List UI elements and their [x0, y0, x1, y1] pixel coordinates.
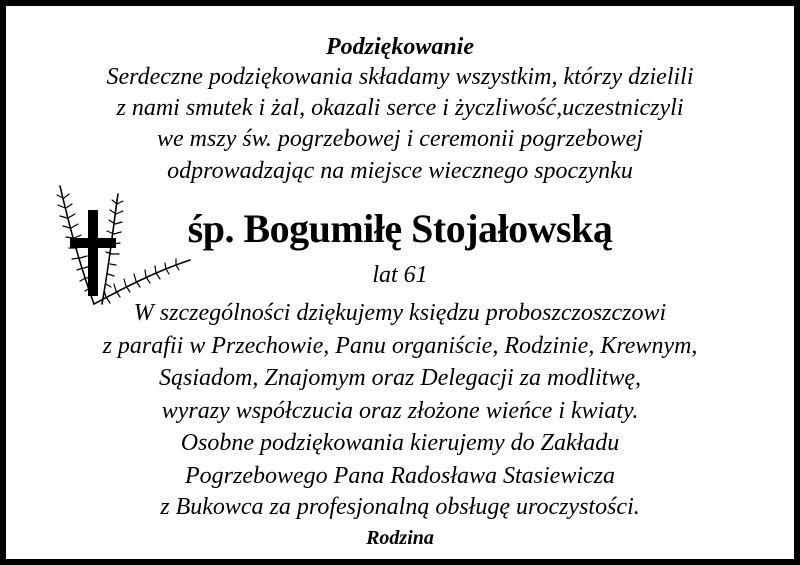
thanks-line-2: z parafii w Przechowie, Panu organiście, Rodzinie, Krewnym,: [102, 333, 698, 359]
thanks-line-1: W szczególności dziękujemy księdzu proboszczoszczowi: [133, 300, 667, 326]
intro-line-1: Serdeczne podziękowania składamy wszystkim, którzy dzielili: [106, 64, 694, 90]
thanks-line-3: Sąsiadom, Znajomym oraz Delegacji za modlitwę,: [159, 365, 641, 391]
thanks-line-4: wyrazy współczucia oraz złożone wieńce i kwiaty.: [161, 398, 639, 424]
intro-line-3: we mszy św. pogrzebowej i ceremonii pogrzebowej: [157, 126, 643, 152]
intro-line-2: z nami smutek i żal, okazali serce i życzliwość,uczestniczyli: [116, 95, 684, 121]
thanks-line-5: Osobne podziękowania kierujemy do Zakładu: [180, 430, 620, 456]
notice-heading: Podziękowanie: [326, 34, 474, 60]
deceased-name: śp. Bogumiłę Stojałowską: [187, 206, 613, 251]
signature: Rodzina: [366, 527, 434, 549]
thanks-line-6: Pogrzebowego Pana Radosława Stasiewicza: [185, 463, 615, 489]
deceased-age: lat 61: [372, 262, 428, 288]
thanks-line-7: z Bukowca za profesjonalną obsługę uroczystości.: [160, 494, 640, 520]
intro-line-4: odprowadzając na miejsce wiecznego spoczynku: [167, 158, 633, 184]
